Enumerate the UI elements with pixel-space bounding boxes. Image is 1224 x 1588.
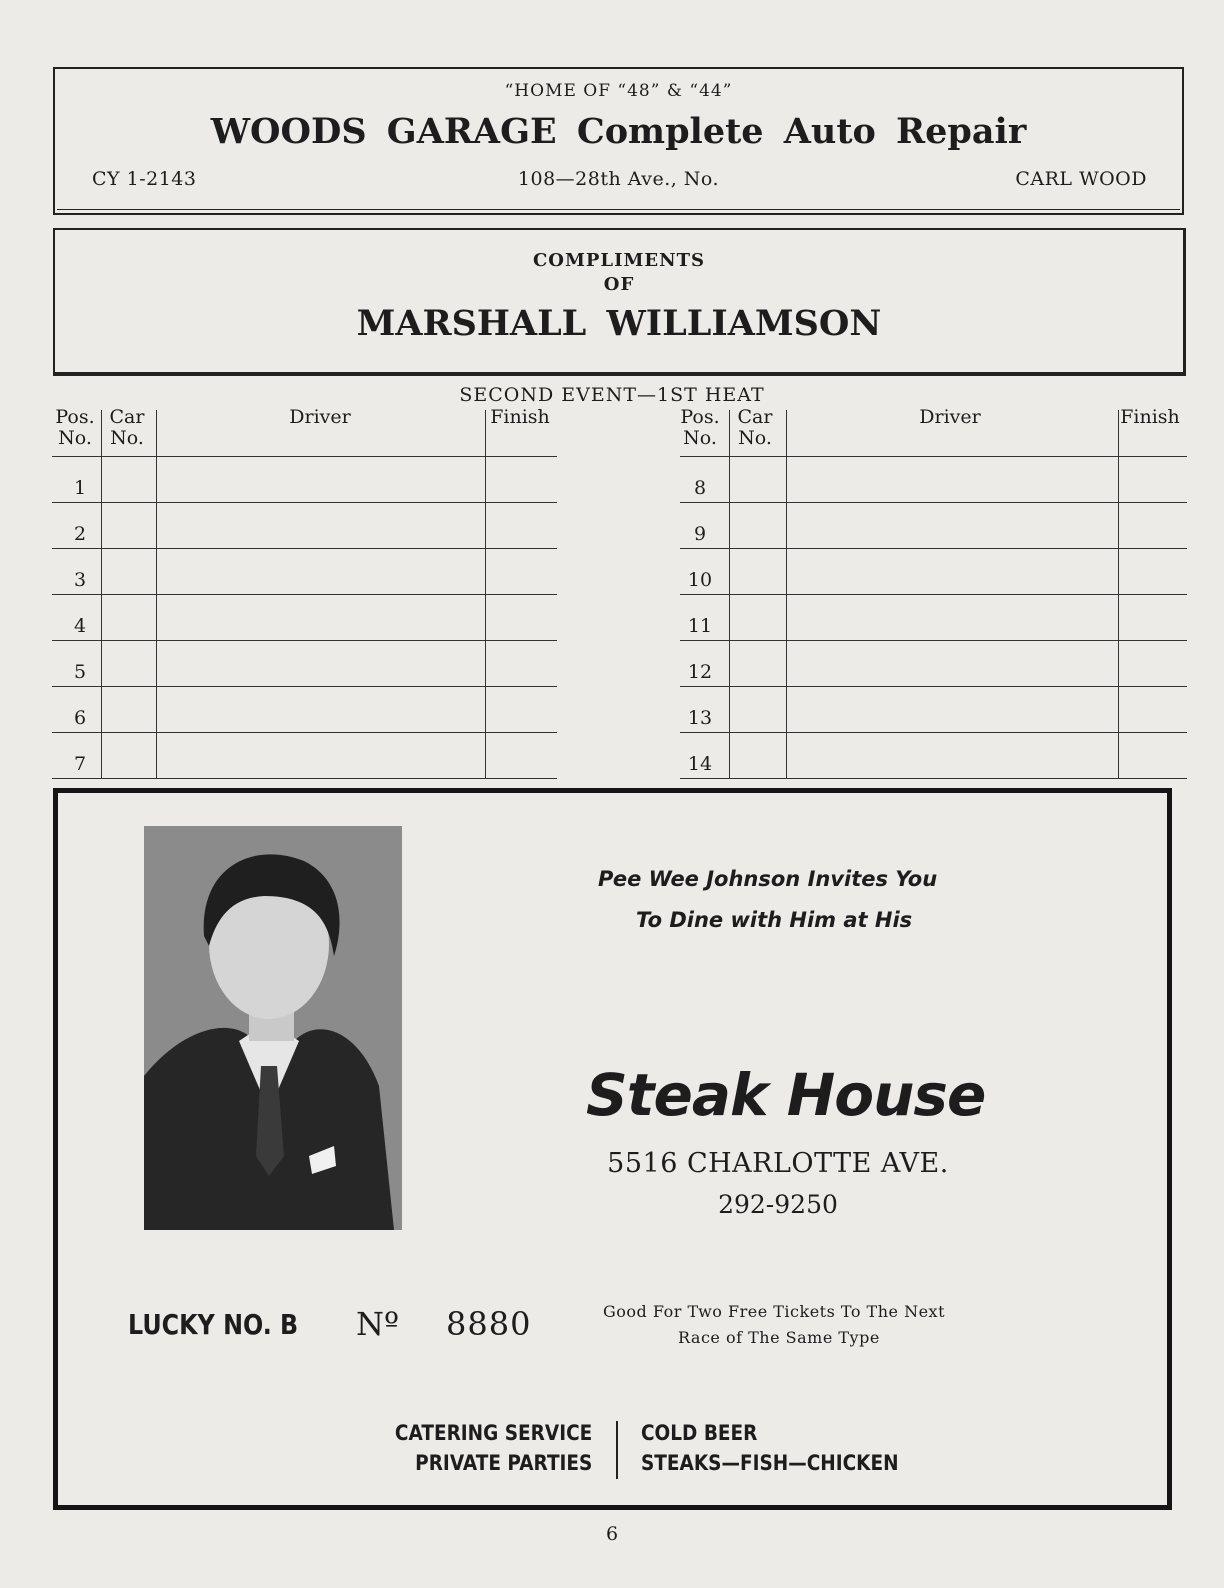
right-row-line (680, 502, 1187, 503)
right-row-line (680, 594, 1187, 595)
right-driver-header: Driver (919, 406, 981, 428)
right-row-line (680, 640, 1187, 641)
invite-line2: To Dine with Him at His (636, 908, 913, 932)
service-menu: STEAKS—FISH—CHICKEN (641, 1451, 899, 1475)
woods-address: 108—28th Ave., No. (517, 168, 720, 190)
left-row-line (52, 594, 557, 595)
left-pos-no-label: No. (58, 427, 92, 449)
pos-number: 12 (687, 661, 713, 683)
woods-owner: CARL WOOD (1015, 168, 1147, 190)
left-car-header (104, 407, 150, 449)
page-number: 6 (605, 1523, 619, 1545)
left-row-line (52, 548, 557, 549)
services-divider (616, 1421, 618, 1479)
pos-number: 9 (693, 523, 707, 545)
left-driver-header: Driver (289, 406, 351, 428)
good-for-line1: Good For Two Free Tickets To The Next (603, 1302, 945, 1321)
left-row-line (52, 502, 557, 503)
event-title: SECOND EVENT—1ST HEAT (459, 384, 765, 406)
right-row-line (680, 548, 1187, 549)
right-pos-header (675, 407, 725, 449)
pos-number: 8 (693, 477, 707, 499)
service-catering: CATERING SERVICE (394, 1421, 592, 1445)
pos-number: 11 (687, 615, 713, 637)
compliments-name: MARSHALL WILLIAMSON (356, 303, 882, 344)
right-row-line (680, 686, 1187, 687)
woods-phone: CY 1-2143 (92, 168, 197, 190)
right-finish-header: Finish (1120, 406, 1180, 428)
right-car-no-label: No. (738, 427, 772, 449)
left-finish-header: Finish (490, 406, 550, 428)
right-row-line (680, 778, 1187, 779)
left-row-line (52, 778, 557, 779)
steak-house-ad (53, 788, 1172, 1510)
right-pos-no-label: No. (683, 427, 717, 449)
steak-house-phone: 292-9250 (718, 1190, 838, 1219)
steak-house-title: Steak House (586, 1061, 986, 1129)
right-car-label: Car (737, 406, 773, 428)
pos-number: 6 (73, 707, 87, 729)
pos-number: 10 (687, 569, 713, 591)
pos-number: 4 (73, 615, 87, 637)
left-pos-label: Pos. (55, 406, 95, 428)
ticket-number: 8880 (446, 1305, 532, 1343)
invite-line1: Pee Wee Johnson Invites You (598, 867, 938, 891)
right-row-line (680, 732, 1187, 733)
right-pos-label: Pos. (680, 406, 720, 428)
woods-tagline: “HOME OF “48” & “44” (504, 81, 733, 101)
left-row-line (52, 732, 557, 733)
pos-number: 14 (687, 753, 713, 775)
steak-house-address: 5516 CHARLOTTE AVE. (607, 1148, 949, 1179)
good-for-line2: Race of The Same Type (678, 1328, 880, 1347)
left-row-line (52, 456, 557, 457)
left-pos-header (52, 407, 98, 449)
pos-number: 2 (73, 523, 87, 545)
pos-number: 13 (687, 707, 713, 729)
right-row-line (680, 456, 1187, 457)
service-cold-beer: COLD BEER (641, 1421, 758, 1445)
event-table (0, 0, 1224, 790)
woods-title: WOODS GARAGE Complete Auto Repair (210, 111, 1027, 152)
compliments-line1: COMPLIMENTS (532, 250, 706, 271)
compliments-line2: OF (603, 274, 635, 295)
right-car-header (730, 407, 780, 449)
left-row-line (52, 686, 557, 687)
pos-number: 7 (73, 753, 87, 775)
lucky-number-label: LUCKY NO. B (128, 1308, 299, 1341)
service-private-parties: PRIVATE PARTIES (414, 1451, 592, 1475)
number-label: Nº (356, 1305, 400, 1343)
left-car-no-label: No. (110, 427, 144, 449)
left-row-line (52, 640, 557, 641)
pos-number: 3 (73, 569, 87, 591)
left-car-label: Car (109, 406, 145, 428)
pos-number: 5 (73, 661, 87, 683)
pos-number: 1 (73, 477, 87, 499)
